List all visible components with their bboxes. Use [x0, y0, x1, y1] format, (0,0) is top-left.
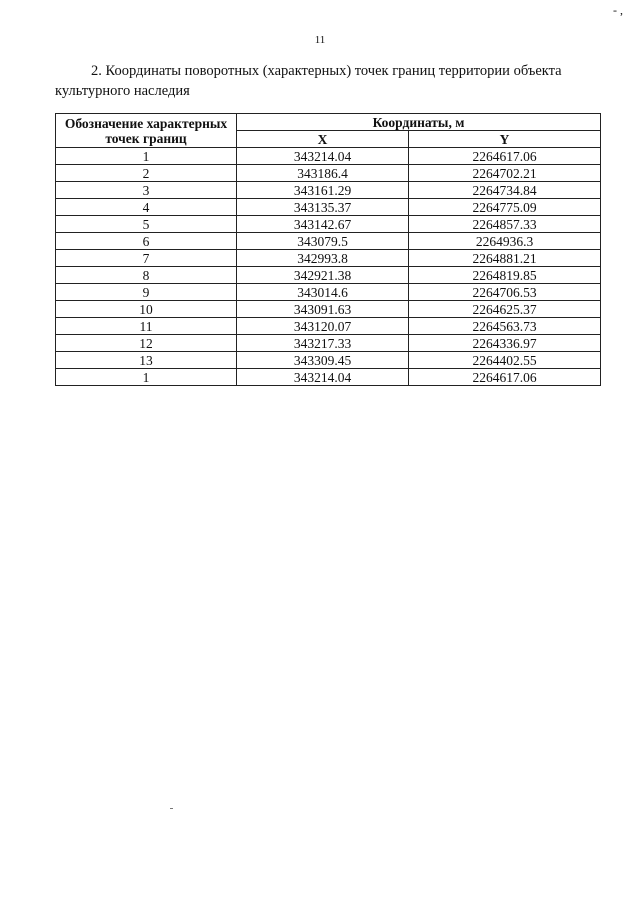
- cell-point: 3: [56, 182, 237, 199]
- table-row: [56, 318, 601, 335]
- cell-y: 2264775.09: [409, 199, 601, 216]
- cell-y: 2264702.21: [409, 165, 601, 182]
- cell-x: 342921.38: [237, 267, 409, 284]
- cell-point: 4: [56, 199, 237, 216]
- cell-x: 343217.33: [237, 335, 409, 352]
- cell-point: 5: [56, 216, 237, 233]
- header-x: X: [237, 131, 409, 148]
- cell-point: 8: [56, 267, 237, 284]
- table-row: [56, 165, 601, 182]
- header-y: Y: [409, 131, 601, 148]
- page-number: 11: [314, 34, 326, 46]
- table-row: [56, 182, 601, 199]
- cell-x: 343135.37: [237, 199, 409, 216]
- cell-y: 2264402.55: [409, 352, 601, 369]
- cell-y: 2264819.85: [409, 267, 601, 284]
- cell-x: 343161.29: [237, 182, 409, 199]
- cell-x: 343091.63: [237, 301, 409, 318]
- table-row: [56, 284, 601, 301]
- cell-y: 2264617.06: [409, 148, 601, 165]
- cell-y: 2264734.84: [409, 182, 601, 199]
- cell-y: 2264563.73: [409, 318, 601, 335]
- table-row: [56, 335, 601, 352]
- cell-x: 343142.67: [237, 216, 409, 233]
- coordinates-table: [55, 113, 601, 386]
- cell-x: 343079.5: [237, 233, 409, 250]
- table-row: [56, 267, 601, 284]
- section-heading: 2. Координаты поворотных (характерных) точек границ территории объекта культурного наследия: [55, 63, 562, 99]
- table-row: [56, 233, 601, 250]
- cell-y: 2264936.3: [409, 233, 601, 250]
- table-row: [56, 250, 601, 267]
- cell-point: 7: [56, 250, 237, 267]
- scan-speck: [170, 808, 173, 809]
- cell-point: 13: [56, 352, 237, 369]
- cell-y: 2264857.33: [409, 216, 601, 233]
- cell-point: 1: [56, 369, 237, 386]
- cell-x: 343120.07: [237, 318, 409, 335]
- cell-y: 2264625.37: [409, 301, 601, 318]
- header-point-label: Обозначение характерных точек границ: [56, 114, 237, 148]
- cell-point: 2: [56, 165, 237, 182]
- table-row: [56, 199, 601, 216]
- cell-y: 2264617.06: [409, 369, 601, 386]
- cell-x: 342993.8: [237, 250, 409, 267]
- cell-point: 1: [56, 148, 237, 165]
- cell-point: 9: [56, 284, 237, 301]
- table-header-row: [56, 114, 601, 131]
- table-row: [56, 216, 601, 233]
- cell-x: 343309.45: [237, 352, 409, 369]
- cell-y: 2264706.53: [409, 284, 601, 301]
- cell-point: 10: [56, 301, 237, 318]
- cell-x: 343214.04: [237, 148, 409, 165]
- header-coordinates-group: Координаты, м: [237, 114, 601, 131]
- table-row: [56, 352, 601, 369]
- cell-point: 6: [56, 233, 237, 250]
- table-row: [56, 148, 601, 165]
- cell-point: 11: [56, 318, 237, 335]
- cell-x: 343014.6: [237, 284, 409, 301]
- cell-y: 2264336.97: [409, 335, 601, 352]
- cell-point: 12: [56, 335, 237, 352]
- table-row: [56, 369, 601, 386]
- cell-x: 343214.04: [237, 369, 409, 386]
- table-row: [56, 301, 601, 318]
- cell-y: 2264881.21: [409, 250, 601, 267]
- scan-corner-mark: - ,: [613, 3, 623, 17]
- cell-x: 343186.4: [237, 165, 409, 182]
